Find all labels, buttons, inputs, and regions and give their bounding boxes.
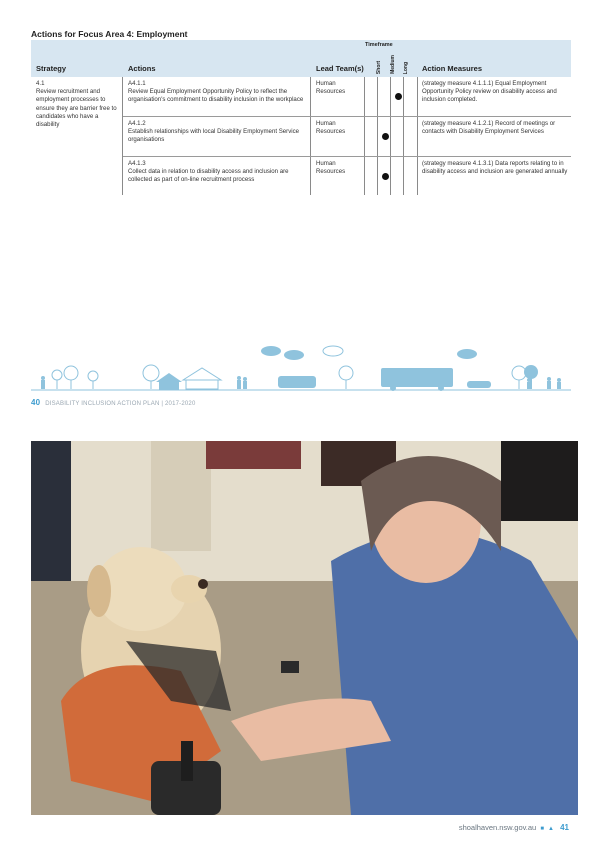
action-code: A4.1.2 bbox=[128, 120, 146, 127]
table-body bbox=[31, 77, 571, 195]
action-cell bbox=[128, 120, 306, 145]
header-strategy: Strategy bbox=[36, 64, 67, 73]
strategy-code: 4.1 bbox=[36, 80, 45, 87]
header-short: Short bbox=[376, 60, 382, 74]
page-number: 40 bbox=[31, 398, 41, 407]
action-measure-cell: (strategy measure 4.1.3.1) Data reports relating to in disability access and inclusion are generated annually bbox=[422, 160, 568, 176]
timeframe-short-marker bbox=[382, 173, 389, 180]
lead-team-cell: Human Resources bbox=[316, 120, 346, 136]
actions-table bbox=[31, 40, 571, 195]
lead-team-cell: Human Resources bbox=[316, 160, 346, 176]
table-row bbox=[123, 77, 571, 116]
action-text: Collect data in relation to disability access and inclusion are collected as part of on-line recruitment process bbox=[128, 168, 289, 184]
action-measure-cell: (strategy measure 4.1.2.1) Record of meetings or contacts with Disability Employment Services bbox=[422, 120, 556, 136]
page-number: 41 bbox=[560, 823, 569, 832]
action-cell bbox=[128, 80, 306, 105]
action-text: Review Equal Employment Opportunity Policy to reflect the organisation's commitment to disability inclusion in the workplace bbox=[128, 88, 304, 104]
action-measure-cell: (strategy measure 4.1.1.1) Equal Employment Opportunity Policy review on disability access and inclusion completed. bbox=[422, 80, 557, 104]
action-cell bbox=[128, 160, 306, 185]
table-row bbox=[123, 116, 571, 156]
header-medium: Medium bbox=[390, 55, 396, 74]
timeframe-short-marker bbox=[382, 133, 389, 140]
section-title: Actions for Focus Area 4: Employment bbox=[31, 29, 188, 39]
photo-woman-with-assistance-dog bbox=[31, 441, 578, 815]
header-timeframe: Timeframe bbox=[365, 42, 393, 48]
lead-team-cell: Human Resources bbox=[316, 80, 346, 96]
strategy-text: Review recruitment and employment processes to ensure they are barrier free to candidates who have a disability bbox=[36, 88, 117, 129]
table-row bbox=[123, 156, 571, 195]
page-footer-left bbox=[31, 398, 196, 407]
table-header bbox=[31, 40, 571, 77]
action-text: Establish relationships with local Disability Employment Service organisations bbox=[128, 128, 300, 144]
header-lead-teams: Lead Team(s) bbox=[316, 64, 364, 73]
header-actions: Actions bbox=[128, 64, 156, 73]
action-code: A4.1.1 bbox=[128, 80, 146, 87]
header-long: Long bbox=[403, 61, 409, 74]
action-code: A4.1.3 bbox=[128, 160, 146, 167]
footer-text: DISABILITY INCLUSION ACTION PLAN | 2017-2020 bbox=[45, 401, 196, 407]
strategy-cell bbox=[36, 80, 122, 129]
community-illustration bbox=[31, 342, 571, 394]
timeframe-medium-marker bbox=[395, 93, 402, 100]
facebook-icon: ■ bbox=[540, 826, 544, 832]
twitter-icon: ▲ bbox=[548, 826, 554, 832]
website-url: shoalhaven.nsw.gov.au bbox=[458, 823, 537, 832]
page-footer-right bbox=[459, 823, 569, 832]
header-action-measures: Action Measures bbox=[422, 64, 483, 73]
